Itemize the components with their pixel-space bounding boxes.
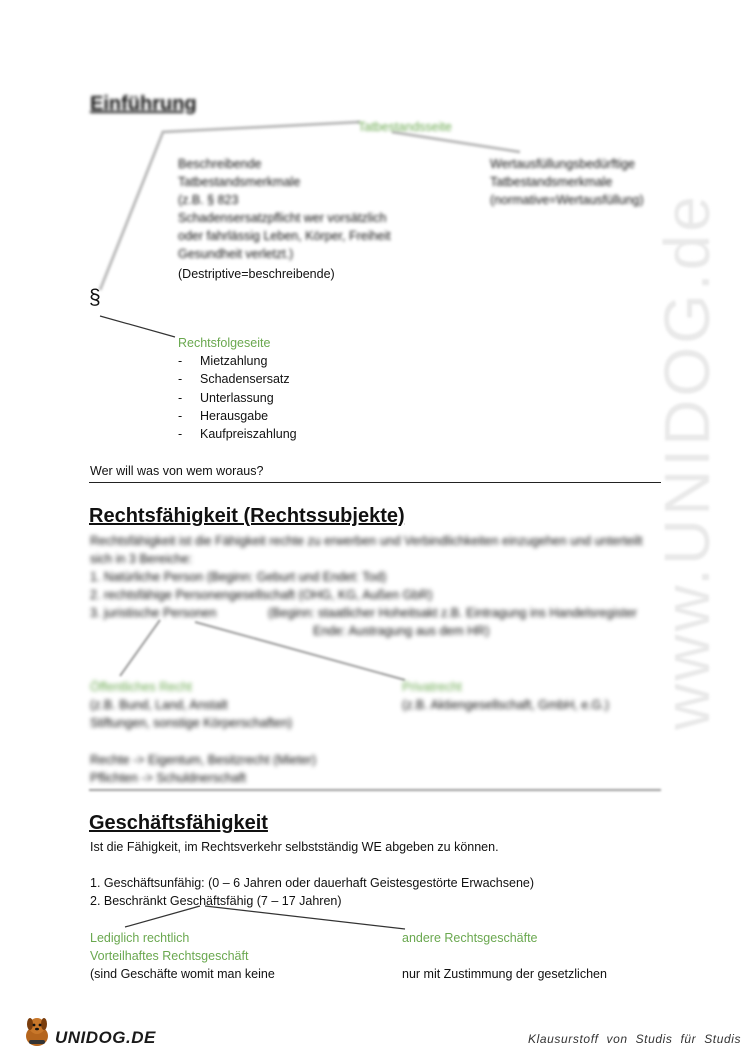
watermark-text: www.UNIDOG.de (651, 193, 723, 730)
connector-line-rechtsfolge (100, 316, 175, 337)
lediglich-label: Lediglich rechtlich (90, 931, 190, 945)
andere-text: nur mit Zustimmung der gesetzlichen (402, 967, 607, 981)
text-line: (z.B. Bund, Land, Anstalt (90, 698, 228, 712)
rechtsfolge-list (178, 352, 297, 443)
logo-text: UNIDOG.DE (55, 1028, 156, 1047)
text-line: Stiftungen, sonstige Körperschaften) (90, 716, 293, 730)
privat-label: Privatrecht (402, 680, 462, 694)
left-criteria-line: Schadensersatzpflicht wer vorsätzlich (178, 211, 387, 225)
jur-person-end: Ende: Austragung aus dem HR) (313, 624, 490, 638)
left-criteria-line: (z.B. § 823 (178, 193, 239, 207)
text-line: 1. Natürliche Person (Beginn: Geburt und Endet: Tod) (90, 570, 387, 584)
beschraenkt-item: 2. Beschränkt Geschäftsfähig (7 – 17 Jahren) (90, 894, 342, 908)
connector-line-oeffentlich (120, 620, 160, 676)
geschaeftsfaehigkeit-definition: Ist die Fähigkeit, im Rechtsverkehr selbstständig WE abgeben zu können. (90, 840, 499, 854)
list-item: - Herausgabe (178, 407, 297, 425)
rechtsfolge-label: Rechtsfolgeseite (178, 336, 271, 350)
descriptive-note: (Destriptive=beschreibende) (178, 267, 335, 281)
left-criteria-block (178, 155, 391, 263)
text-line: (z.B. Aktiengesellschaft, GmbH, e.G.) (402, 698, 610, 712)
text-line: sich in 3 Bereiche: (90, 552, 193, 566)
dog-logo-icon (22, 1014, 52, 1048)
heading-einfuehrung: Einführung (90, 93, 197, 115)
jur-person-detail: (Beginn: staatlicher Hoheitsakt z.B. Eintragung ins Handelsregister (268, 606, 637, 620)
footer-tagline: Klausurstoff von Studis für Studis (528, 1032, 742, 1046)
list-item: - Mietzahlung (178, 352, 297, 370)
list-item: - Kaufpreiszahlung (178, 425, 297, 443)
right-criteria-line: Wertausfüllungsbedürftige (490, 157, 635, 171)
text-line: 3. juristische Personen (90, 606, 217, 620)
geschaeftsunfaehig-item: 1. Geschäftsunfähig: (0 – 6 Jahren oder dauerhaft Geistesgestörte Erwachsene) (90, 876, 535, 890)
left-criteria-line: Gesundheit verletzt.) (178, 247, 294, 261)
lediglich-text: (sind Geschäfte womit man keine (90, 967, 275, 981)
heading-geschaeftsfaehigkeit: Geschäftsfähigkeit (89, 812, 268, 834)
right-criteria-line: Tatbestandsmerkmale (490, 175, 613, 189)
tatbestand-label: Tatbestandsseite (358, 120, 452, 134)
section-divider (89, 482, 661, 483)
rights-block (90, 751, 316, 787)
oeffentlich-block (90, 678, 292, 732)
left-criteria-line: Tatbestandsmerkmale (178, 175, 301, 189)
text-line: Pflichten -> Schuldnerschaft (90, 771, 246, 785)
text-line: Rechte -> Eigentum, Besitzrecht (Mieter) (90, 753, 317, 767)
list-item: - Unterlassung (178, 389, 297, 407)
text-line: Rechtsfähigkeit ist die Fähigkeit rechte zu erwerben und Verbindlichkeiten einzugehen und unterteilt (90, 534, 643, 548)
left-criteria-line: Beschreibende (178, 157, 262, 171)
oeffentlich-label: Öffentliches Recht (90, 680, 192, 694)
andere-label: andere Rechtsgeschäfte (402, 931, 538, 945)
section-divider (89, 789, 661, 791)
question-text: Wer will was von wem woraus? (90, 464, 264, 478)
left-criteria-line: oder fahrlässig Leben, Körper, Freiheit (178, 229, 391, 243)
list-item: - Schadensersatz (178, 370, 297, 388)
privat-block (402, 678, 609, 714)
text-line: 2. rechtsfähige Personengesellschaft (OHG, KG, Außen GbR) (90, 588, 433, 602)
heading-rechtsfaehigkeit: Rechtsfähigkeit (Rechtssubjekte) (89, 505, 405, 527)
right-criteria-line: (normative=Wertausfüllung) (490, 193, 644, 207)
vorteilhaft-label: Vorteilhaftes Rechtsgeschäft (90, 949, 249, 963)
right-criteria-block (490, 155, 644, 209)
paragraph-sign: § (89, 286, 101, 309)
